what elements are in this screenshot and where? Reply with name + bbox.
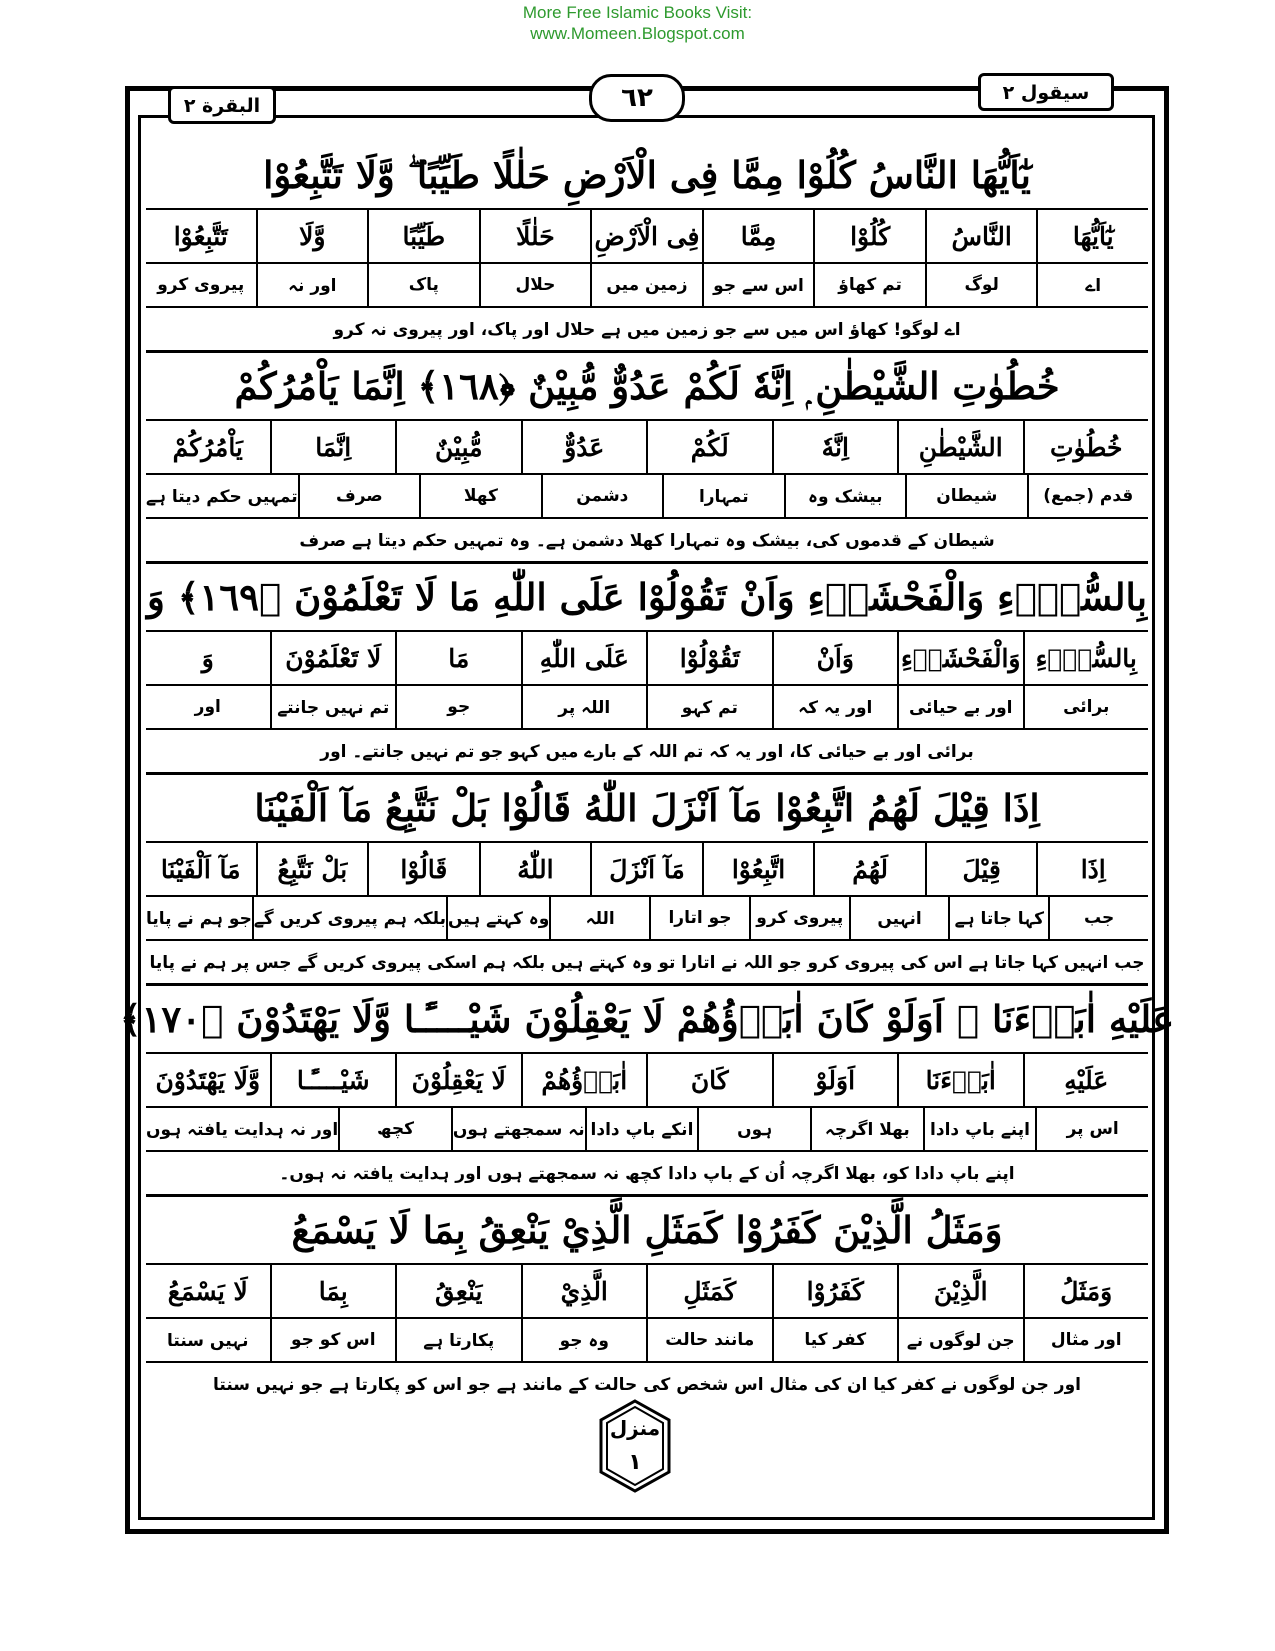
arabic-verse-line bbox=[146, 353, 1148, 421]
urdu-meaning-cell: جو اتارا bbox=[649, 897, 749, 939]
arabic-word-cell: مَا bbox=[395, 632, 521, 684]
urdu-meaning-cell: اور نہ bbox=[256, 264, 368, 306]
arabic-word-cell: عَلَى اللّٰهِ bbox=[521, 632, 647, 684]
arabic-word-cell: وَاَنْ bbox=[772, 632, 898, 684]
arabic-word-cell: اِنَّمَا bbox=[270, 421, 396, 473]
arabic-word-cell: اِذَا bbox=[1036, 843, 1148, 895]
word-meaning-row bbox=[146, 1108, 1148, 1152]
arabic-word-cell: حَلٰلًا bbox=[479, 210, 591, 262]
arabic-word-cell: اتَّبِعُوْا bbox=[702, 843, 814, 895]
manzil-badge bbox=[596, 1398, 674, 1494]
arabic-verse-line bbox=[146, 564, 1148, 632]
arabic-word-cell: تَتَّبِعُوْا bbox=[173, 221, 228, 251]
urdu-meaning-cell: اپنے باپ دادا bbox=[923, 1108, 1036, 1150]
urdu-meaning-cell: تم کہو bbox=[646, 686, 772, 728]
arabic-word-cell: عَدُوٌّ bbox=[521, 421, 647, 473]
urdu-meaning-cell: اور نہ ہدایت یافتہ ہوں bbox=[146, 1119, 339, 1140]
urdu-meaning-cell: تمہیں حکم دیتا ہے bbox=[146, 486, 298, 507]
arabic-word-cell: اَوَلَوْ bbox=[772, 1054, 898, 1106]
word-meaning-row bbox=[146, 475, 1148, 519]
urdu-translation-line: اور جن لوگوں نے کفر کیا ان کی مثال اس شخص کی حالت کے مانند ہے جو اس کو پکارتا ہے جو نہیں سنتا bbox=[213, 1374, 1081, 1395]
arabic-word-cell: خُطُوٰتِ bbox=[1023, 421, 1149, 473]
manzil-label: منزل bbox=[609, 1416, 661, 1440]
arabic-verse-line bbox=[146, 775, 1148, 843]
urdu-meaning-cell: پاک bbox=[367, 264, 479, 306]
urdu-translation-line: برائی اور بے حیائی کا، اور یہ کہ تم اللہ کے بارے میں کہو جو تم نہیں جانتے۔ اور bbox=[146, 730, 1148, 775]
arabic-word-cell: وَمَثَلُ bbox=[1023, 1265, 1149, 1317]
urdu-meaning-cell: اللہ پر bbox=[521, 686, 647, 728]
arabic-word-cell: مُّبِيْنٌ bbox=[395, 421, 521, 473]
arabic-word-cell: قِيْلَ bbox=[925, 843, 1037, 895]
arabic-word-cell: مَآ اَلْفَيْنَا bbox=[160, 854, 241, 884]
arabic-word-cell: كَانَ bbox=[646, 1054, 772, 1106]
promo-line-2[interactable]: www.Momeen.Blogspot.com bbox=[530, 24, 745, 43]
urdu-meaning-cell: بلکہ ہم پیروی کریں گے bbox=[252, 897, 446, 939]
urdu-meaning-cell: دشمن bbox=[541, 475, 662, 517]
word-meaning-row bbox=[146, 897, 1148, 941]
arabic-word-cell: طَيِّبًا bbox=[367, 210, 479, 262]
translation-content bbox=[119, 142, 1175, 1405]
urdu-meaning-cell: تم نہیں جانتے bbox=[270, 686, 396, 728]
word-meaning-row bbox=[146, 686, 1148, 730]
urdu-meaning-cell: نہیں سنتا bbox=[167, 1330, 249, 1351]
arabic-word-cell: اِنَّهٗ bbox=[772, 421, 898, 473]
verse-section bbox=[119, 986, 1175, 1197]
urdu-meaning-cell: جن لوگوں نے bbox=[897, 1319, 1023, 1361]
arabic-word-cell: وَّلَا يَهْتَدُوْنَ bbox=[155, 1065, 261, 1095]
arabic-verse-text: وَمَثَلُ الَّذِيْنَ كَفَرُوْا كَمَثَلِ الَّذِيْ يَنْعِقُ بِمَا لَا يَسْمَعُ bbox=[291, 1208, 1003, 1252]
urdu-meaning-cell: انہیں bbox=[849, 897, 949, 939]
verse-section bbox=[146, 142, 1148, 353]
urdu-translation-line: شیطان کے قدموں کی، بیشک وہ تمہارا کھلا دشمن ہے۔ وہ تمہیں حکم دیتا ہے صرف bbox=[146, 519, 1148, 564]
word-breakdown-row bbox=[146, 843, 1148, 897]
urdu-meaning-cell: کفر کیا bbox=[772, 1319, 898, 1361]
arabic-word-cell: النَّاسُ bbox=[925, 210, 1037, 262]
urdu-meaning-cell: انکے باپ دادا bbox=[585, 1108, 698, 1150]
urdu-meaning-cell: ہوں bbox=[697, 1108, 810, 1150]
word-breakdown-row bbox=[146, 210, 1148, 264]
urdu-meaning-cell: برائی bbox=[1023, 686, 1149, 728]
word-breakdown-row bbox=[146, 632, 1148, 686]
urdu-meaning-cell: اللہ bbox=[549, 897, 649, 939]
urdu-meaning-cell: کچھ bbox=[338, 1108, 451, 1150]
urdu-meaning-cell: مانند حالت bbox=[646, 1319, 772, 1361]
arabic-word-cell: لَا يَعْقِلُوْنَ bbox=[395, 1054, 521, 1106]
arabic-word-cell: الَّذِيْنَ bbox=[897, 1265, 1023, 1317]
arabic-word-cell: عَلَيْهِ bbox=[1023, 1054, 1149, 1106]
word-breakdown-row bbox=[146, 1265, 1148, 1319]
urdu-meaning-cell: جو ہم نے پایا bbox=[145, 908, 252, 929]
urdu-meaning-cell: تم کھاؤ bbox=[813, 264, 925, 306]
urdu-meaning-cell: حلال bbox=[479, 264, 591, 306]
arabic-word-cell: كُلُوْا bbox=[813, 210, 925, 262]
arabic-word-cell: لَا يَسْمَعُ bbox=[167, 1276, 248, 1306]
arabic-word-cell: يَاْمُرُكُمْ bbox=[172, 432, 243, 462]
arabic-word-cell: قَالُوْا bbox=[367, 843, 479, 895]
urdu-meaning-cell: صرف bbox=[298, 475, 419, 517]
arabic-word-cell: كَفَرُوْا bbox=[772, 1265, 898, 1317]
verse-section bbox=[146, 564, 1148, 775]
arabic-word-cell: تَقُوْلُوْا bbox=[646, 632, 772, 684]
arabic-word-cell: بِالسُّوْۗءِ bbox=[1023, 632, 1149, 684]
verse-section bbox=[146, 775, 1148, 986]
arabic-word-cell: لَكُمْ bbox=[646, 421, 772, 473]
urdu-translation-line: جب انہیں کہا جاتا ہے اس کی پیروی کرو جو اللہ نے اتارا تو وہ کہتے ہیں بلکہ ہم اسکی پیروی کریں گے جس پر ہم نے پایا bbox=[146, 941, 1148, 986]
arabic-word-cell: اٰبَاۗءَنَا bbox=[897, 1054, 1023, 1106]
urdu-meaning-cell: زمین میں bbox=[590, 264, 702, 306]
urdu-meaning-cell: لوگ bbox=[925, 264, 1037, 306]
arabic-word-cell: وَّلَا bbox=[256, 210, 368, 262]
urdu-meaning-cell: وہ جو bbox=[521, 1319, 647, 1361]
urdu-meaning-cell: اے bbox=[1036, 264, 1148, 306]
arabic-word-cell: وَ bbox=[201, 643, 214, 673]
word-meaning-row bbox=[146, 264, 1148, 308]
arabic-word-cell: كَمَثَلِ bbox=[646, 1265, 772, 1317]
verse-section bbox=[146, 1197, 1148, 1405]
arabic-word-cell: مَآ اَنْزَلَ bbox=[590, 843, 702, 895]
urdu-meaning-cell: کھلا bbox=[419, 475, 540, 517]
word-meaning-row bbox=[146, 1319, 1148, 1363]
arabic-verse-text: خُطُوٰتِ الشَّيْطٰنِ ۭ اِنَّهٗ لَكُمْ عَدُوٌّ مُّبِيْنٌ ﴿١٦٨﴾ اِنَّمَا يَاْمُرُكُمْ bbox=[234, 363, 1060, 408]
arabic-verse-text: يٰٓاَيُّهَا النَّاسُ كُلُوْا مِمَّا فِى الْاَرْضِ حَلٰلًا طَيِّبًا ۖ وَّلَا تَتَّبِعُوْا bbox=[263, 152, 1031, 197]
arabic-word-cell: اٰبَاۗؤُهُمْ bbox=[521, 1054, 647, 1106]
arabic-verse-text: اِذَا قِيْلَ لَهُمُ اتَّبِعُوْا مَآ اَنْزَلَ اللّٰهُ قَالُوْا بَلْ نَتَّبِعُ مَآ اَلْفَيْنَا bbox=[254, 786, 1040, 830]
word-breakdown-row bbox=[146, 1054, 1148, 1108]
arabic-word-cell: لَا تَعْلَمُوْنَ bbox=[270, 632, 396, 684]
urdu-meaning-cell: پیروی کرو bbox=[749, 897, 849, 939]
page-number: ٦٢ bbox=[589, 74, 685, 122]
urdu-meaning-cell: اس سے جو bbox=[702, 264, 814, 306]
arabic-word-cell: شَيْــــًٔـا bbox=[270, 1054, 396, 1106]
urdu-meaning-cell: پیروی کرو bbox=[157, 275, 245, 295]
urdu-meaning-cell: تمہارا bbox=[662, 475, 783, 517]
arabic-verse-line bbox=[146, 142, 1148, 210]
word-breakdown-row bbox=[146, 421, 1148, 475]
arabic-word-cell: فِى الْاَرْضِ bbox=[590, 210, 702, 262]
surah-label: البقرة ۲ bbox=[168, 86, 276, 124]
urdu-meaning-cell: جو bbox=[395, 686, 521, 728]
arabic-word-cell: بَلْ نَتَّبِعُ bbox=[256, 843, 368, 895]
urdu-meaning-cell: پکارتا ہے bbox=[395, 1319, 521, 1361]
promo-banner bbox=[0, 2, 1275, 44]
urdu-meaning-cell: قدم (جمع) bbox=[1027, 475, 1148, 517]
manzil-frame bbox=[596, 1398, 674, 1494]
arabic-word-cell: وَالْفَحْشَاۗءِ bbox=[897, 632, 1023, 684]
urdu-translation-line: اے لوگو! کھاؤ اس میں سے جو زمین میں ہے حلال اور پاک، اور پیروی نہ کرو bbox=[146, 308, 1148, 353]
arabic-verse-text: بِالسُّوْۗءِ وَالْفَحْشَاۗءِ وَاَنْ تَقُوْلُوْا عَلَى اللّٰهِ مَا لَا تَعْلَمُوْنَ ﴿١٦٩﴾ وَ bbox=[146, 575, 1148, 619]
manzil-number: ١ bbox=[628, 1450, 642, 1475]
urdu-meaning-cell: اور یہ کہ bbox=[772, 686, 898, 728]
arabic-word-cell: مِمَّا bbox=[702, 210, 814, 262]
urdu-meaning-cell: اور bbox=[194, 697, 221, 717]
urdu-meaning-cell: بھلا اگرچہ bbox=[810, 1108, 923, 1150]
arabic-word-cell: لَهُمُ bbox=[813, 843, 925, 895]
promo-line-1: More Free Islamic Books Visit: bbox=[522, 3, 753, 22]
arabic-word-cell: بِمَا bbox=[270, 1265, 396, 1317]
urdu-meaning-cell: جب bbox=[1048, 897, 1148, 939]
urdu-meaning-cell: کہا جاتا ہے bbox=[948, 897, 1048, 939]
urdu-meaning-cell: وہ کہتے ہیں bbox=[446, 897, 549, 939]
arabic-word-cell: الشَّيْطٰنِ bbox=[897, 421, 1023, 473]
arabic-word-cell: يَنْعِقُ bbox=[395, 1265, 521, 1317]
urdu-meaning-cell: اس پر bbox=[1035, 1108, 1148, 1150]
arabic-verse-text: عَلَيْهِ اٰبَاۗءَنَا ۭ اَوَلَوْ كَانَ اٰبَاۗؤُهُمْ لَا يَعْقِلُوْنَ شَيْــــًٔـا وَّلَا يَهْتَدُوْنَ ﴿١٧٠﴾ bbox=[119, 997, 1175, 1041]
urdu-meaning-cell: اور بے حیائی bbox=[897, 686, 1023, 728]
arabic-word-cell: الَّذِيْ bbox=[521, 1265, 647, 1317]
arabic-word-cell: يٰٓاَيُّهَا bbox=[1036, 210, 1148, 262]
juz-label: سیقول ۲ bbox=[978, 73, 1114, 111]
urdu-meaning-cell: نہ سمجھتے ہوں bbox=[451, 1108, 585, 1150]
arabic-verse-line bbox=[119, 986, 1175, 1054]
urdu-meaning-cell: اور مثال bbox=[1023, 1319, 1149, 1361]
urdu-meaning-cell: اس کو جو bbox=[270, 1319, 396, 1361]
verse-section bbox=[146, 353, 1148, 564]
arabic-verse-line bbox=[146, 1197, 1148, 1265]
urdu-meaning-cell: شیطان bbox=[905, 475, 1026, 517]
urdu-meaning-cell: بیشک وہ bbox=[784, 475, 905, 517]
urdu-translation-line: اپنے باپ دادا کو، بھلا اگرچہ اُن کے باپ دادا کچھ نہ سمجھتے ہوں اور ہدایت یافتہ نہ ہوں۔ bbox=[146, 1152, 1148, 1197]
arabic-word-cell: اللّٰهُ bbox=[479, 843, 591, 895]
